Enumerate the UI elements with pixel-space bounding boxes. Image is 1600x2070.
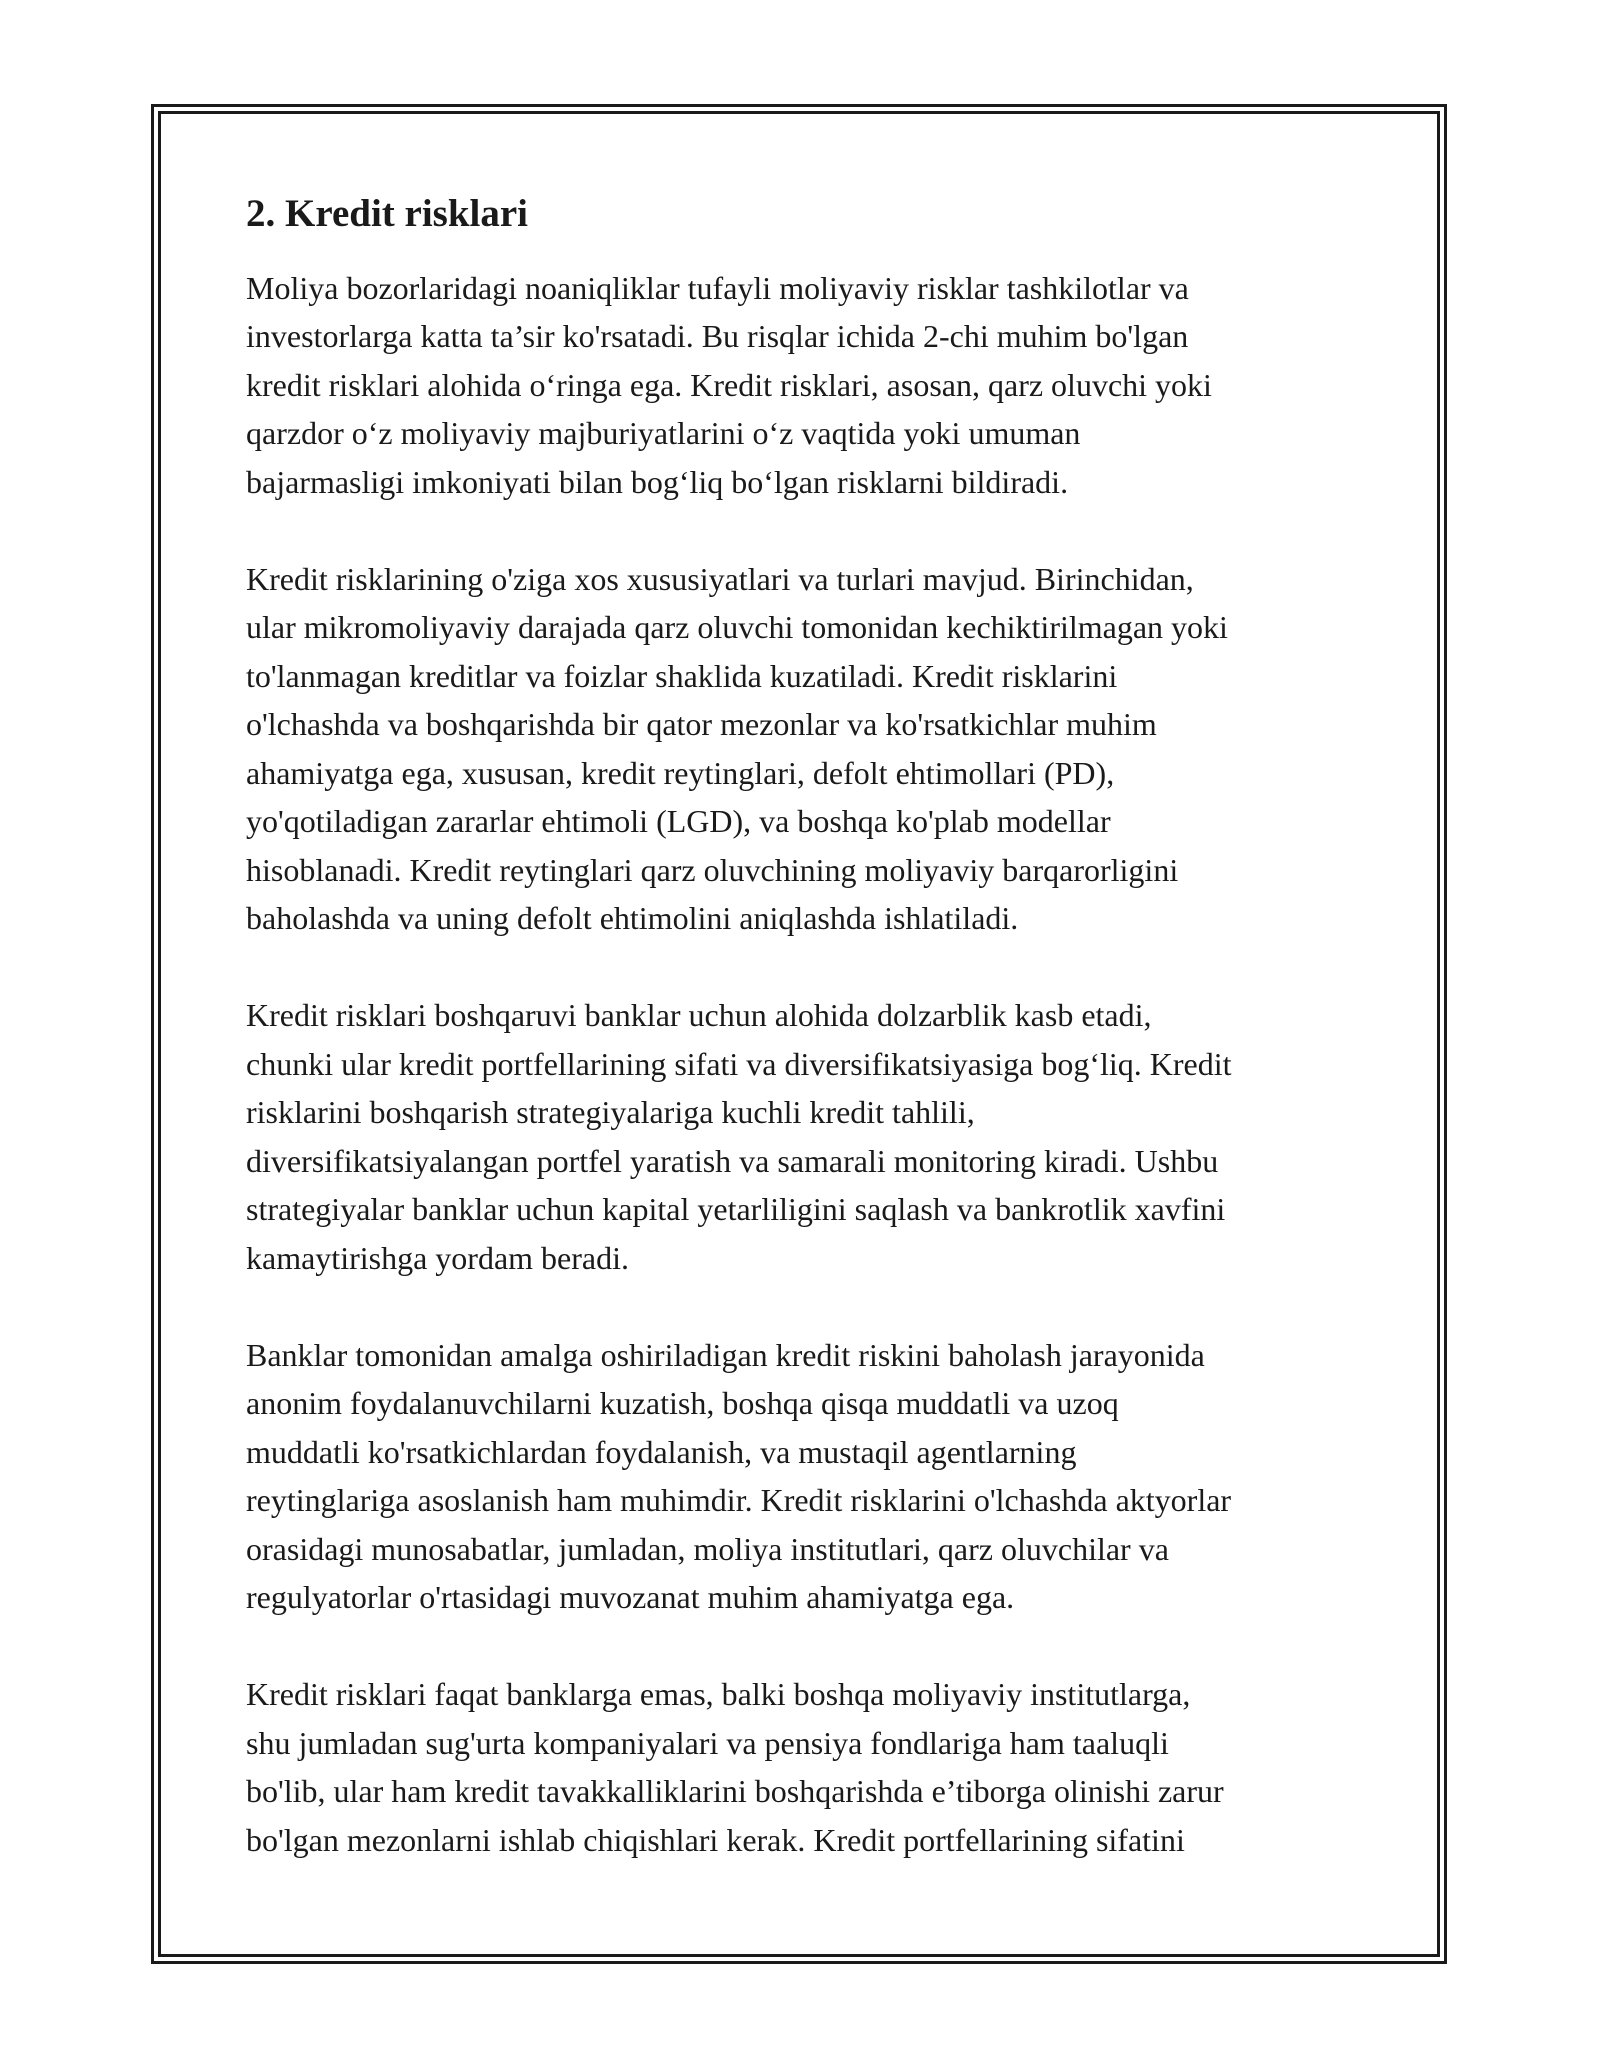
paragraph-line: to'lanmagan kreditlar va foizlar shaklida kuzatiladi. Kredit risklarini xyxy=(246,657,1118,694)
page-border-frame xyxy=(151,104,1447,1964)
paragraph xyxy=(246,1331,1396,1622)
paragraph-line: kredit risklari alohida o‘ringa ega. Kredit risklari, asosan, qarz oluvchi yoki xyxy=(246,366,1212,403)
paragraph xyxy=(246,555,1396,943)
document-title: 2. Kredit risklari xyxy=(246,192,529,235)
paragraph-line: yo'qotiladigan zararlar ehtimoli (LGD), va boshqa ko'plab modellar xyxy=(246,803,1111,840)
paragraph-line: bo'lib, ular ham kredit tavakkalliklarini boshqarishda e’tiborga olinishi zarur xyxy=(246,1773,1224,1810)
paragraph-line: investorlarga katta ta’sir ko'rsatadi. Bu risqlar ichida 2-chi muhim bo'lgan xyxy=(246,318,1189,355)
paragraph-line: hisoblanadi. Kredit reytinglari qarz oluvchining moliyaviy barqarorligini xyxy=(246,851,1179,888)
paragraph-line: anonim foydalanuvchilarni kuzatish, boshqa qisqa muddatli va uzoq xyxy=(246,1385,1119,1422)
paragraph-line: o'lchashda va boshqarishda bir qator mezonlar va ko'rsatkichlar muhim xyxy=(246,706,1157,743)
paragraph-line: diversifikatsiyalangan portfel yaratish va samarali monitoring kiradi. Ushbu xyxy=(246,1142,1219,1179)
document-body xyxy=(246,191,1396,1913)
paragraph xyxy=(246,991,1396,1282)
paragraph-list xyxy=(246,264,1396,1865)
paragraph-line: strategiyalar banklar uchun kapital yetarliligini saqlash va bankrotlik xavfini xyxy=(246,1191,1226,1228)
paragraph-line: orasidagi munosabatlar, jumladan, moliya institutlari, qarz oluvchilar va xyxy=(246,1530,1169,1567)
paragraph-line: shu jumladan sug'urta kompaniyalari va pensiya fondlariga ham taaluqli xyxy=(246,1724,1169,1761)
paragraph xyxy=(246,264,1396,507)
paragraph-line: Kredit risklari faqat banklarga emas, balki boshqa moliyaviy institutlarga, xyxy=(246,1676,1191,1713)
paragraph-line: ular mikromoliyaviy darajada qarz oluvchi tomonidan kechiktirilmagan yoki xyxy=(246,609,1228,646)
paragraph-line: kamaytirishga yordam beradi. xyxy=(246,1239,629,1276)
paragraph-line: reytinglariga asoslanish ham muhimdir. Kredit risklarini o'lchashda aktyorlar xyxy=(246,1482,1232,1519)
paragraph-line: muddatli ko'rsatkichlardan foydalanish, va mustaqil agentlarning xyxy=(246,1433,1077,1470)
paragraph-line: Banklar tomonidan amalga oshiriladigan kredit riskini baholash jarayonida xyxy=(246,1336,1205,1373)
paragraph-line: bo'lgan mezonlarni ishlab chiqishlari kerak. Kredit portfellarining sifatini xyxy=(246,1821,1185,1858)
paragraph-line: risklarini boshqarish strategiyalariga kuchli kredit tahlili, xyxy=(246,1094,975,1131)
paragraph-line: bajarmasligi imkoniyati bilan bog‘liq bo‘lgan risklarni bildiradi. xyxy=(246,463,1069,500)
paragraph-line: ahamiyatga ega, xususan, kredit reytinglari, defolt ehtimollari (PD), xyxy=(246,754,1115,791)
paragraph-line: Moliya bozorlaridagi noaniqliklar tufayli moliyaviy risklar tashkilotlar va xyxy=(246,269,1189,306)
paragraph xyxy=(246,1670,1396,1864)
paragraph-line: chunki ular kredit portfellarining sifati va diversifikatsiyasiga bog‘liq. Kredit xyxy=(246,1045,1232,1082)
paragraph-line: qarzdor o‘z moliyaviy majburiyatlarini o‘z vaqtida yoki umuman xyxy=(246,415,1081,452)
paragraph-line: Kredit risklarining o'ziga xos xususiyatlari va turlari mavjud. Birinchidan, xyxy=(246,560,1194,597)
paragraph-line: Kredit risklari boshqaruvi banklar uchun alohida dolzarblik kasb etadi, xyxy=(246,997,1152,1034)
paragraph-line: baholashda va uning defolt ehtimolini aniqlashda ishlatiladi. xyxy=(246,900,1019,937)
paragraph-line: regulyatorlar o'rtasidagi muvozanat muhim ahamiyatga ega. xyxy=(246,1579,1015,1616)
